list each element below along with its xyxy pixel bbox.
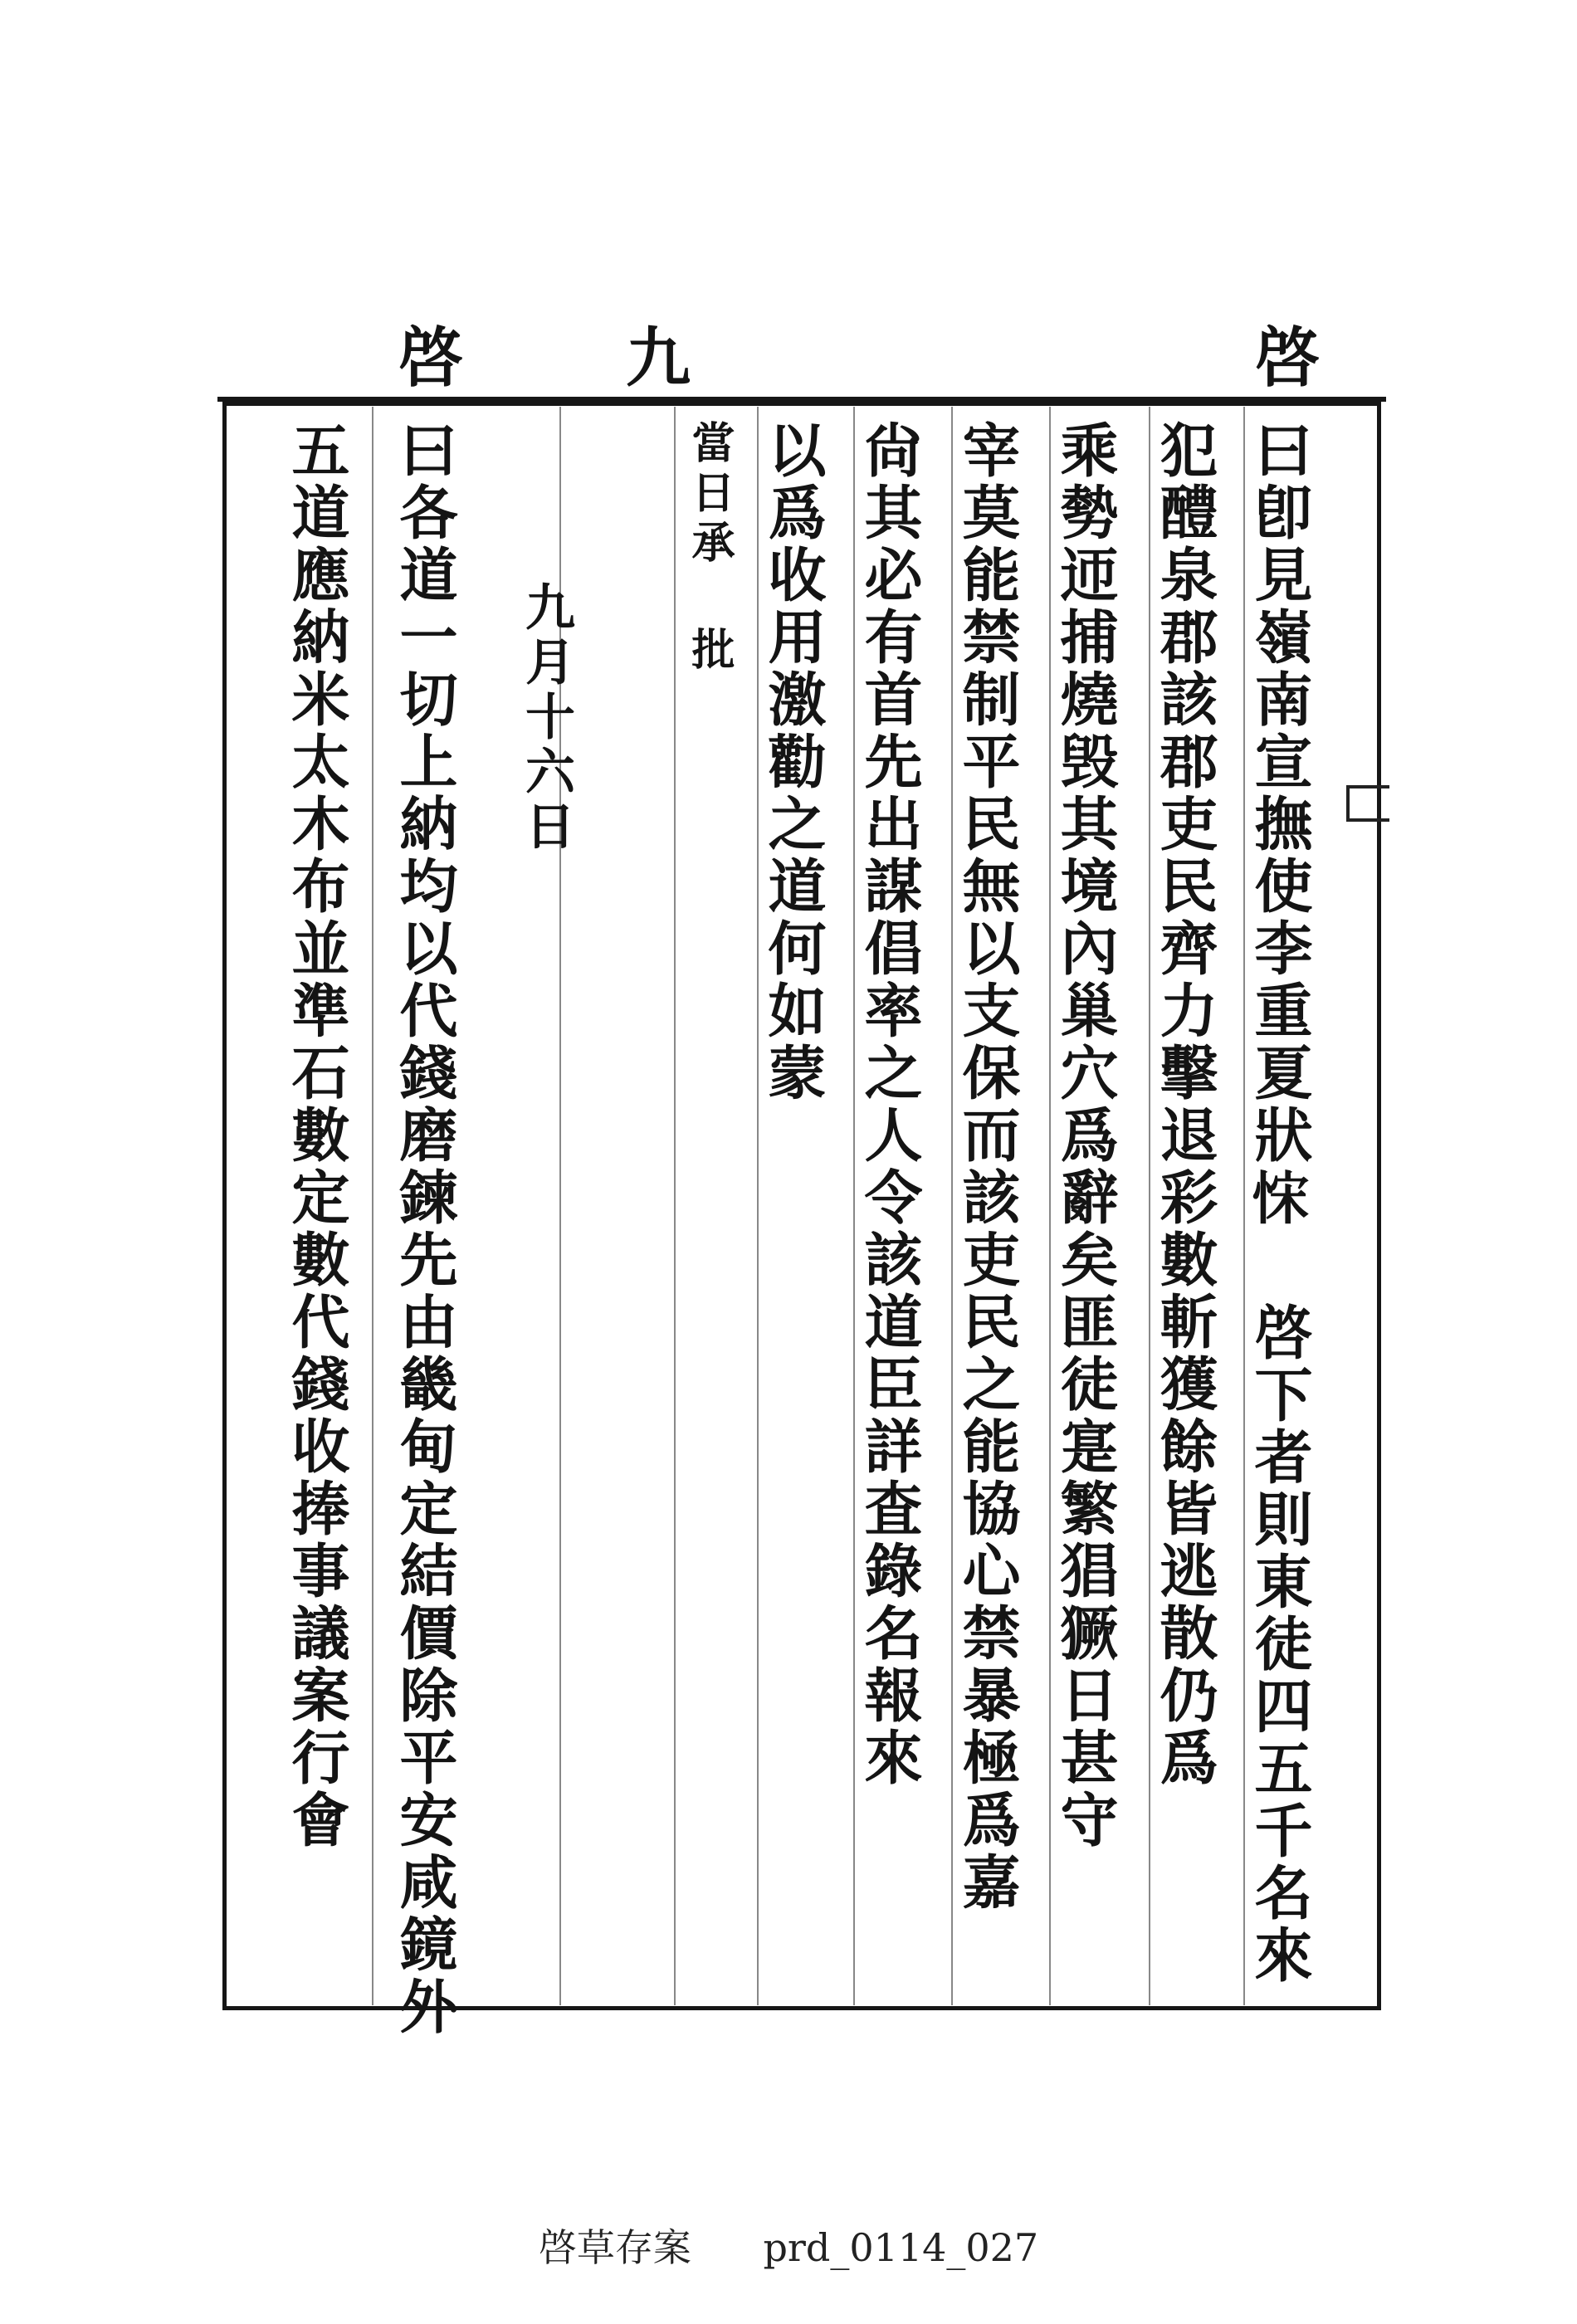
text-column-1: 曰卽見嶺南宣撫使李重夏狀𢚗 啓下者則東徒四五千名來: [1245, 420, 1314, 1987]
text-column-5: 尙其必有首先出謀倡率之人令該道臣詳査錄名報來: [855, 420, 924, 1789]
page-footer: [0, 2218, 1577, 2273]
text-column-9: 曰各道一切上納均以代錢磨鍊先由畿甸定結價除平安咸鏡外: [390, 420, 459, 2038]
header-char-right: 啓: [1255, 320, 1321, 396]
header-char-center: 九: [626, 320, 691, 396]
footer-id: prd_0114_027: [763, 2225, 1039, 2270]
header-char-left: 啓: [398, 320, 464, 396]
text-column-7: 當日承 批: [684, 420, 735, 676]
text-column-10: 五道應納米太木布並準石數定數代錢收捧事議案行會: [282, 420, 351, 1852]
date-column: 九月十六日: [517, 581, 575, 855]
footer-title: 啓草存案: [538, 2225, 691, 2270]
column-rule: [372, 407, 374, 2005]
text-column-4: 宰莫能禁制平民無以支保而該吏民之能協心禁暴極爲嘉: [953, 420, 1022, 1914]
text-column-2: 犯醴泉郡該郡吏民齊力擊退彩數斬獲餘皆逃散仍爲: [1150, 420, 1219, 1789]
margin-tab-mark: [1346, 785, 1389, 822]
text-column-6: 以爲收用激勸之道何如蒙: [759, 420, 828, 1105]
text-column-3: 乘勢迊捕燒毁其境內巢穴爲辭矣匪徒寔繁猖獗日甚守: [1051, 420, 1120, 1852]
column-rule: [674, 407, 676, 2005]
